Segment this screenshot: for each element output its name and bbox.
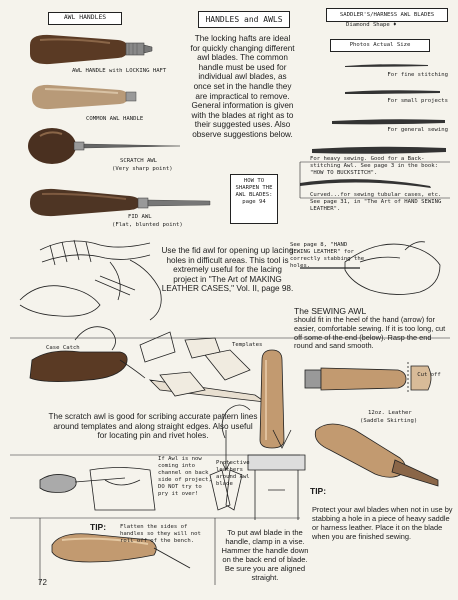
handle-caption-scratch: SCRATCH AWL	[120, 158, 158, 164]
tip-flatten-title: TIP:	[90, 522, 107, 532]
sharpen-box-text: HOW TO SHARPEN THE AWL BLADES: page 94	[235, 178, 273, 205]
diamond-shape-label: Diamond Shape ♦	[346, 22, 397, 28]
handle-note-fid: (Flat, blunted point)	[112, 222, 183, 228]
tip-protect-title: TIP:	[310, 486, 327, 496]
blade-label-heavy: For heavy sewing. Good for a Back-stitching Awl. See page 3 in the book: "HOW TO BUCKSTITCH".	[310, 156, 438, 176]
blade-label-small: For small projects	[387, 98, 448, 104]
handle-caption-fid: FID AWL	[128, 214, 152, 220]
cut-off-handle	[305, 362, 431, 394]
vertical-awl-handle	[260, 350, 291, 448]
photos-label: Photos Actual Size	[349, 42, 411, 48]
case-catch-label: Case Catch	[46, 345, 80, 351]
handle-caption-locking: AWL HANDLE with LOCKING HAFT	[72, 68, 167, 74]
channel-note: If Awl is now coming into channel on back side of project, DO NOT try to pry it over!	[158, 456, 212, 497]
page-number: 72	[38, 578, 47, 587]
tip-flatten-text: Flatten the sides of handles so they will not roll off of the bench.	[120, 524, 201, 544]
awl-channel-illustration	[40, 468, 155, 511]
awl-in-leather	[315, 424, 438, 486]
sharpen-box	[230, 174, 278, 224]
blade-label-fine: For fine stitching	[387, 72, 448, 78]
protective-leathers-label: Protective leathers around Awl blade	[216, 460, 250, 487]
lacing-illustration	[20, 240, 161, 320]
blade-general	[332, 119, 445, 124]
blade-label-general: For general sewing	[387, 127, 448, 133]
fid-awl-image	[30, 189, 210, 216]
blade-fine	[345, 64, 428, 67]
handle-caption-common: COMMON AWL HANDLE	[86, 116, 144, 122]
blade-label-curved: Curved...for sewing tubular cases, etc. See page 31, in "The Art of HAND SEWING LEATHER".	[310, 192, 442, 212]
blade-curved	[300, 179, 431, 188]
tip-protect-text: Protect your awl blades when not in use by stabbing a hole in a piece of heavy saddle or harness leather. Place it on the blade when you are finished sewing.	[312, 505, 453, 541]
blades-title: SADDLER'S/HARNESS AWL BLADES	[339, 12, 435, 18]
awl-handles-title: AWL HANDLES	[63, 13, 107, 21]
sewing-awl-title: The SEWING AWL	[294, 306, 367, 316]
saddle-skirting-label: (Saddle Skirting)	[360, 418, 418, 424]
cut-off-label: Cut off	[417, 372, 441, 378]
common-handle-image	[32, 85, 136, 109]
sewing-awl-text: should fit in the heel of the hand (arrow) for easier, comfortable sewing. If it is too long, cut off some of the end (below). Rasp the end round and sand smooth.	[294, 315, 446, 351]
leather-12oz-label: 12oz. Leather	[368, 410, 412, 416]
templates-label: Templates	[232, 342, 263, 348]
vise-text: To put awl blade in the handle, clamp in a vise. Hammer the handle down on the back end of blade. Be sure you are aligned straight.	[221, 528, 309, 582]
intro-text: The locking hafts are ideal for quickly changing different awl blades. The common handle must be used for individual awl blades, as once set in the handle they are impractical to remove. General information is given with the blades at right as to their suggested uses. Also observe suggestions below.	[190, 34, 295, 139]
sewing-note: See page 8, "HAND SEWING LEATHER" for correctly stabbing the holes.	[290, 242, 365, 269]
blade-small	[345, 90, 440, 94]
blade-heavy	[312, 147, 446, 154]
handles-and-awls-title: HANDLES and AWLS	[205, 15, 283, 24]
locking-haft-handle-image	[30, 35, 152, 64]
fid-awl-text: Use the fid awl for opening up lacing holes in difficult areas. This tool is extremely useful for the lacing project in "The Art of MAKING LEATHER CASES," Vol. II, page 98.	[161, 246, 294, 294]
handle-note-scratch: (Very sharp point)	[112, 166, 173, 172]
scratch-awl-image	[28, 128, 180, 164]
scratch-awl-text: The scratch awl is good for scribing accurate pattern lines around templates and along straight edges. Also useful for locating pin and rivet holes.	[48, 412, 258, 441]
